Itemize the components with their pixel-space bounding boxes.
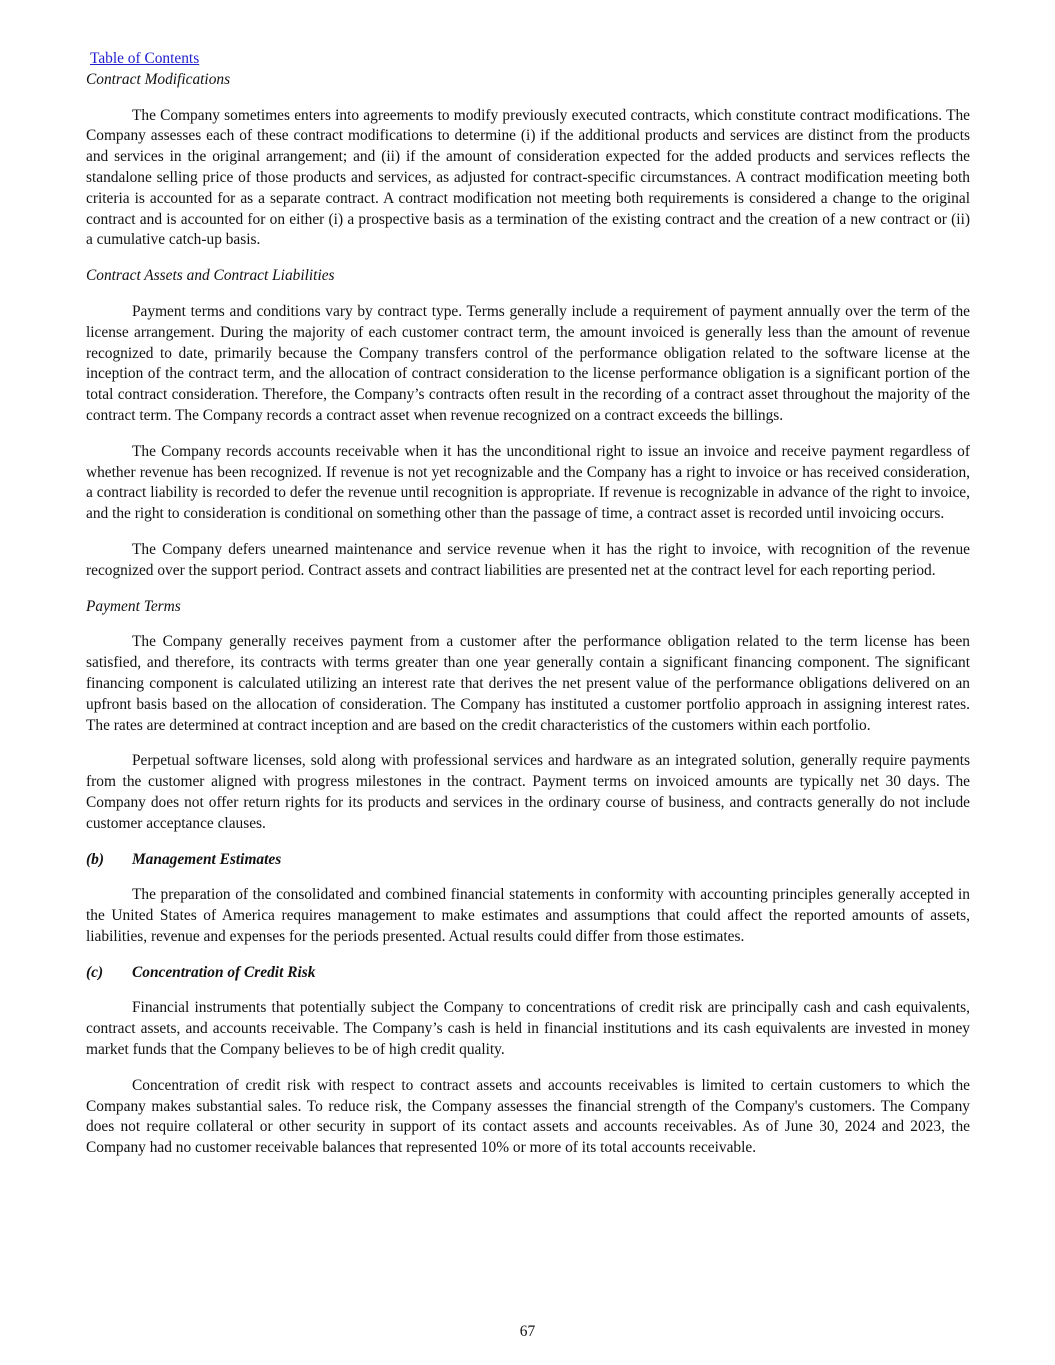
paragraph-management-estimates: The preparation of the consolidated and combined financial statements in conformity with accounting principles generally accepted in the United States of America requires management to make estimates and assumptions that could affect the reported amounts of assets, liabilities, revenue and expenses for the periods presented. Actual results could differ from those estimates. [86, 886, 970, 945]
paragraph-contract-assets-2: The Company records accounts receivable when it has the unconditional right to issue an invoice and receive payment regardless of whether revenue has been recognized. If revenue is not yet recognizable and the Company has a right to invoice or has received consideration, a contract liability is recorded to defer the revenue until recognition is appropriate. If revenue is recognizable in advance of the right to invoice, and the right to consideration is conditional on something other than the passage of time, a contract asset is recorded until invoicing occurs. [86, 442, 970, 523]
section-heading-credit-risk [86, 963, 970, 984]
section-number: (c) [86, 963, 104, 981]
section-title: Management Estimates [132, 850, 282, 868]
section-title: Concentration of Credit Risk [132, 963, 316, 981]
toc-row [86, 49, 970, 70]
paragraph-payment-terms-2: Perpetual software licenses, sold along with professional services and hardware as an integrated solution, generally require payments from the customer aligned with progress milestones in the contract. Payment terms on invoiced amounts are typically net 30 days. The Company does not offer return rights for its products and services in the ordinary course of business, and contracts generally do not include customer acceptance clauses. [86, 752, 970, 832]
heading-payment-terms: Payment Terms [86, 597, 181, 615]
page-number: 67 [519, 1323, 536, 1340]
section-heading-management-estimates [86, 850, 970, 871]
paragraph-contract-assets-1: Payment terms and conditions vary by contract type. Terms generally include a requirement of payment annually over the term of the license arrangement. During the majority of each customer contract term, the amount invoiced is generally less than the amount of revenue recognized to date, primarily because the Company transfers control of the performance obligation related to the software license at the inception of the contract term, and the allocation of contract consideration to the license performance obligation is a significant portion of the total contract consideration. Therefore, the Company’s contracts often result in the recording of a contract asset throughout the majority of the contract term. The Company records a contract asset when revenue recognized on a contract exceeds the billings. [86, 302, 970, 424]
paragraph-contract-modifications: The Company sometimes enters into agreements to modify previously executed contracts, which constitute contract modifications. The Company assesses each of these contract modifications to determine (i) if the additional products and services are distinct from the products and services in the original arrangement; and (ii) if the amount of consideration expected for the added products and services reflects the standalone selling price of those products and services, as adjusted for contract-specific circumstances. A contract modification meeting both criteria is accounted for as a separate contract. A contract modification not meeting both requirements is considered a change to the original contract and is accounted for on either (i) a prospective basis as a termination of the existing contract and the creation of a new contract or (ii) a cumulative catch-up basis. [86, 106, 970, 249]
section-number: (b) [86, 850, 104, 868]
heading-contract-assets: Contract Assets and Contract Liabilities [86, 267, 335, 285]
heading-contract-modifications: Contract Modifications [86, 70, 231, 88]
paragraph-credit-risk-1: Financial instruments that potentially subject the Company to concentrations of credit risk are principally cash and cash equivalents, contract assets, and accounts receivable. The Company’s cash is held in financial institutions and its cash equivalents are invested in money market funds that the Company believes to be of high credit quality. [86, 999, 970, 1059]
paragraph-contract-assets-3: The Company defers unearned maintenance and service revenue when it has the right to invoice, with recognition of the revenue recognized over the support period. Contract assets and contract liabilities are presented net at the contract level for each reporting period. [86, 540, 970, 579]
document-page [86, 49, 970, 1159]
table-of-contents-link[interactable]: Table of Contents [90, 50, 200, 67]
paragraph-payment-terms-1: The Company generally receives payment from a customer after the performance obligation related to the term license has been satisfied, and therefore, its contracts with terms greater than one year generally contain a significant financing component. The significant financing component is calculated utilizing an interest rate that derives the net present value of the performance obligations delivered on an upfront basis based on the allocation of consideration. The Company has instituted a customer portfolio approach in assigning interest rates. The rates are determined at contract inception and are based on the credit characteristics of the customers within each portfolio. [86, 633, 970, 734]
paragraph-credit-risk-2: Concentration of credit risk with respect to contract assets and accounts receivables is limited to certain customers to which the Company makes substantial sales. To reduce risk, the Company assesses the financial strength of the Company's customers. The Company does not require collateral or other security in support of its contact assets and accounts receivables. As of June 30, 2024 and 2023, the Company had no customer receivable balances that represented 10% or more of its total accounts receivable. [86, 1076, 970, 1157]
